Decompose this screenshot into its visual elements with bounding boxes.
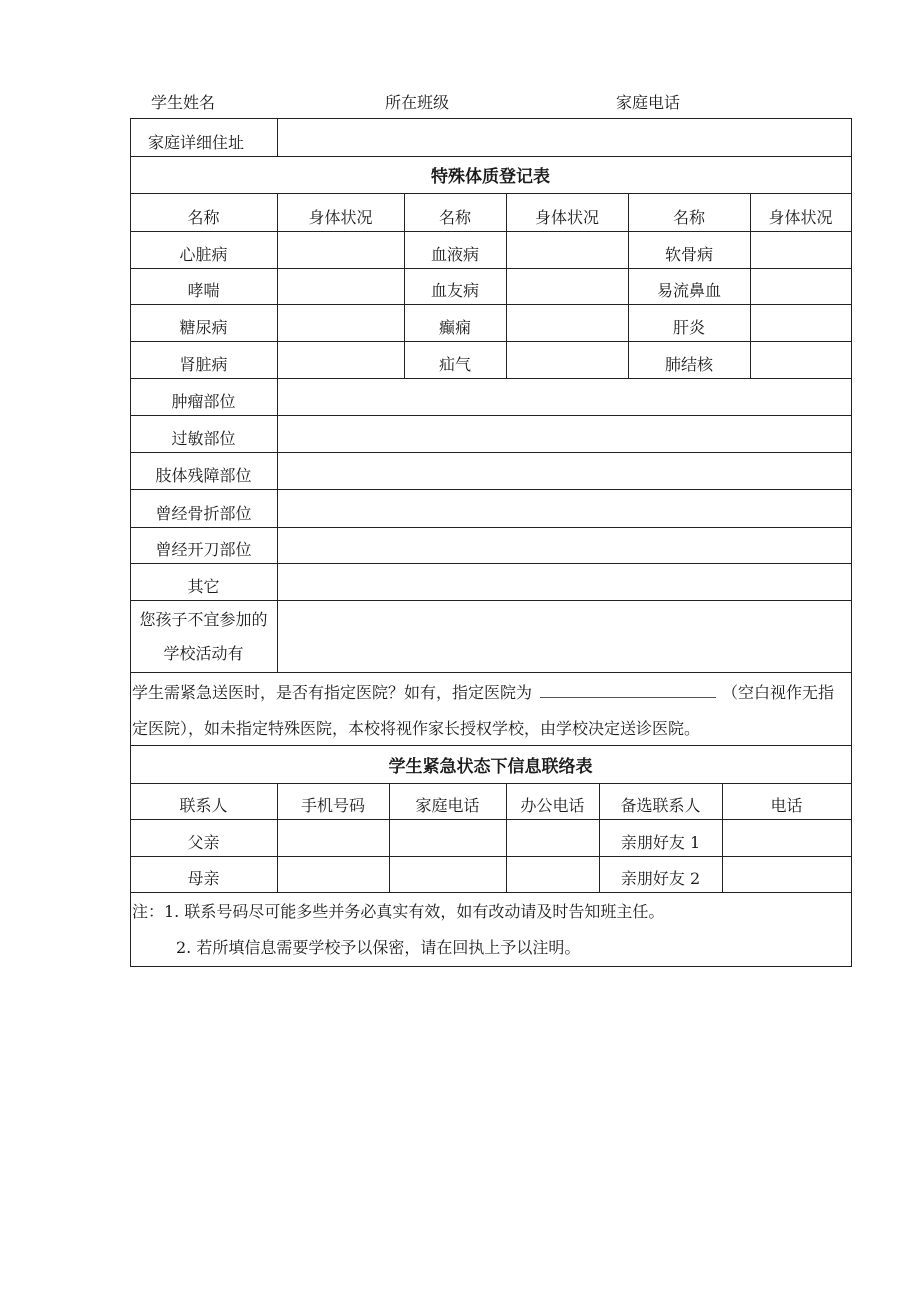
condition-name-text: 血液病 (430, 245, 479, 264)
condition-name-text: 糖尿病 (179, 318, 228, 337)
condition-status-field[interactable] (750, 304, 851, 341)
contact-header-alt-text: 备选联系人 (620, 796, 701, 815)
field-input[interactable] (277, 563, 851, 600)
unsuitable-line1: 您孩子不宜参加的 (139, 610, 268, 629)
condition-name-text: 肾脏病 (179, 355, 228, 374)
condition-name (130, 231, 277, 268)
field-label-text: 曾经骨折部位 (155, 504, 252, 523)
contact-office-field[interactable] (506, 856, 599, 892)
contact-header-home (389, 783, 506, 819)
condition-name-text: 肝炎 (672, 318, 705, 337)
special-title (130, 156, 851, 193)
contact-header-person (130, 783, 277, 819)
col-status-2 (506, 193, 628, 231)
address-label-text: 家庭详细住址 (148, 133, 245, 152)
field-input[interactable] (277, 378, 851, 415)
contact-mobile-field[interactable] (277, 856, 389, 892)
field-input[interactable] (277, 527, 851, 563)
col-name-3 (628, 193, 750, 231)
field-label (130, 527, 277, 563)
field-label-text: 曾经开刀部位 (155, 540, 252, 559)
col-status-1 (277, 193, 404, 231)
contact-mobile-field[interactable] (277, 819, 389, 856)
field-input[interactable] (277, 489, 851, 527)
contact-title (130, 745, 851, 783)
condition-status-field[interactable] (506, 268, 628, 304)
special-title-text: 特殊体质登记表 (431, 167, 550, 187)
contact-person (130, 856, 277, 892)
condition-name-text: 癫痫 (438, 318, 471, 337)
condition-name (628, 341, 750, 378)
condition-name-text: 心脏病 (179, 245, 228, 264)
contact-office-field[interactable] (506, 819, 599, 856)
col-status-3 (750, 193, 851, 231)
contact-phone-field[interactable] (722, 819, 851, 856)
unsuitable-input[interactable] (277, 600, 851, 672)
col-status-2-text: 身体状况 (534, 208, 599, 227)
condition-name (404, 341, 506, 378)
condition-status-field[interactable] (750, 341, 851, 378)
student-name-label: 学生姓名 (151, 93, 216, 112)
field-label (130, 563, 277, 600)
condition-name (628, 268, 750, 304)
condition-name (130, 341, 277, 378)
field-label (130, 378, 277, 415)
note-1: 注：1. 联系号码尽可能多些并务必真实有效，如有改动请及时告知班主任。 (132, 902, 665, 921)
field-input[interactable] (277, 452, 851, 489)
field-label (130, 452, 277, 489)
condition-status-field[interactable] (277, 231, 404, 268)
condition-status-field[interactable] (750, 231, 851, 268)
contact-person (130, 819, 277, 856)
condition-name-text: 疝气 (438, 355, 471, 374)
col-name-2-text: 名称 (438, 208, 471, 227)
condition-name-text: 软骨病 (664, 245, 713, 264)
hospital-blank[interactable] (540, 683, 716, 698)
condition-name-text: 哮喘 (187, 281, 220, 300)
field-label (130, 415, 277, 452)
field-label-text: 过敏部位 (171, 429, 236, 448)
contact-header-office-text: 办公电话 (520, 796, 585, 815)
col-name-1 (130, 193, 277, 231)
col-name-2 (404, 193, 506, 231)
col-status-3-text: 身体状况 (768, 208, 833, 227)
contact-header-phone (722, 783, 851, 819)
condition-status-field[interactable] (506, 231, 628, 268)
address-label (130, 118, 277, 156)
condition-status-field[interactable] (277, 304, 404, 341)
hospital-text-2: （空白视作无指定医院），如未指定特殊医院，本校将视作家长授权学校，由学校决定送诊医院。 (132, 683, 835, 738)
condition-name-text: 血友病 (430, 281, 479, 300)
contact-alt (599, 819, 722, 856)
notes (130, 892, 851, 966)
contact-title-text: 学生紧急状态下信息联络表 (388, 756, 593, 777)
condition-status-field[interactable] (506, 304, 628, 341)
condition-name (130, 268, 277, 304)
note-2: 2. 若所填信息需要学校予以保密，请在回执上予以注明。 (176, 938, 581, 957)
condition-status-field[interactable] (277, 341, 404, 378)
home-phone-label: 家庭电话 (616, 93, 681, 112)
col-status-1-text: 身体状况 (308, 208, 373, 227)
condition-name (628, 304, 750, 341)
contact-home-field[interactable] (389, 819, 506, 856)
contact-header-office (506, 783, 599, 819)
hospital-text-1: 学生需紧急送医时，是否有指定医院？如有，指定医院为 (132, 683, 533, 702)
col-name-1-text: 名称 (187, 208, 220, 227)
contact-header-home-text: 家庭电话 (415, 796, 480, 815)
class-label: 所在班级 (385, 93, 450, 112)
condition-name (130, 304, 277, 341)
hospital-paragraph (130, 672, 851, 745)
unsuitable-label (130, 600, 277, 672)
contact-alt-text: 亲朋好友 1 (620, 833, 701, 852)
field-label-text: 其它 (187, 577, 220, 596)
condition-status-field[interactable] (277, 268, 404, 304)
contact-person-text: 父亲 (187, 833, 220, 852)
condition-name (404, 231, 506, 268)
condition-name (404, 304, 506, 341)
contact-person-text: 母亲 (187, 869, 220, 888)
field-label-text: 肿瘤部位 (171, 392, 236, 411)
contact-header-mobile-text: 手机号码 (300, 796, 365, 815)
contact-alt (599, 856, 722, 892)
contact-header-alt (599, 783, 722, 819)
contact-header-mobile (277, 783, 389, 819)
condition-name-text: 肺结核 (664, 355, 713, 374)
contact-home-field[interactable] (389, 856, 506, 892)
unsuitable-line2: 学校活动有 (163, 644, 244, 663)
field-label (130, 489, 277, 527)
contact-header-phone-text: 电话 (770, 796, 803, 815)
field-input[interactable] (277, 415, 851, 452)
condition-status-field[interactable] (750, 268, 851, 304)
contact-alt-text: 亲朋好友 2 (620, 869, 701, 888)
condition-name (404, 268, 506, 304)
condition-name-text: 易流鼻血 (656, 281, 721, 300)
col-name-3-text: 名称 (672, 208, 705, 227)
contact-phone-field[interactable] (722, 856, 851, 892)
field-label-text: 肢体残障部位 (155, 466, 252, 485)
condition-name (628, 231, 750, 268)
condition-status-field[interactable] (506, 341, 628, 378)
address-field[interactable] (277, 118, 851, 156)
contact-header-person-text: 联系人 (179, 796, 228, 815)
